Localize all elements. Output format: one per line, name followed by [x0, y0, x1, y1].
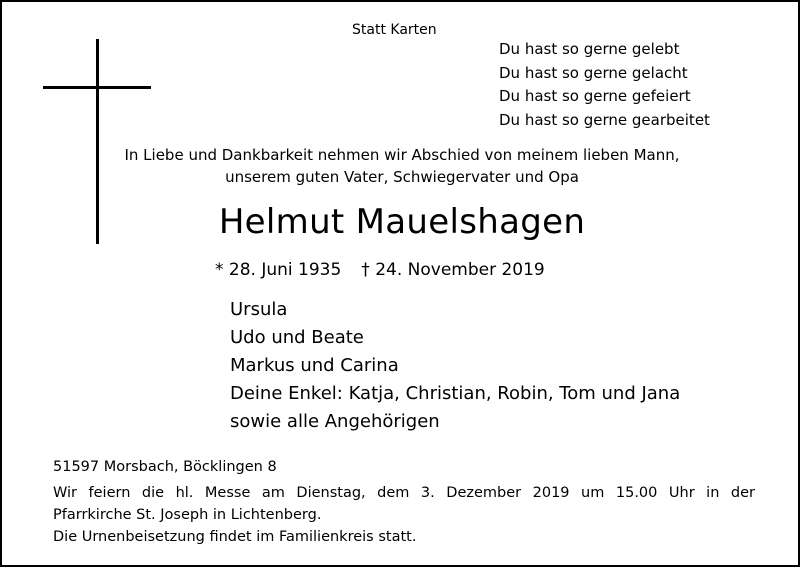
- poem-line: Du hast so gerne gearbeitet: [499, 110, 710, 129]
- mourner-entry: Markus und Carina: [230, 355, 399, 376]
- mass-announcement: [53, 482, 755, 548]
- poem-line: Du hast so gerne gelacht: [499, 63, 688, 82]
- intro-line: unserem guten Vater, Schwiegervater und Opa: [225, 168, 579, 186]
- poem-verse: [499, 38, 710, 132]
- farewell-intro: [2, 144, 800, 188]
- mourner-entry: sowie alle Angehörigen: [230, 411, 440, 432]
- mourners-list: [230, 296, 680, 436]
- deceased-name: Helmut Mauelshagen: [218, 202, 586, 242]
- mourner-entry: Ursula: [230, 299, 288, 320]
- death-date: † 24. November 2019: [361, 260, 545, 280]
- mourner-entry: Udo und Beate: [230, 327, 364, 348]
- birth-date: * 28. Juni 1935: [215, 260, 342, 280]
- intro-line: In Liebe und Dankbarkeit nehmen wir Abschied von meinem lieben Mann,: [124, 146, 680, 164]
- family-address: 51597 Morsbach, Böcklingen 8: [53, 459, 277, 475]
- mass-line: Pfarrkirche St. Joseph in Lichtenberg.: [53, 507, 322, 523]
- cross-symbol-horizontal: [43, 86, 151, 89]
- poem-line: Du hast so gerne gelebt: [499, 40, 680, 58]
- burial-note: Die Urnenbeisetzung findet im Familienkreis statt.: [53, 529, 417, 545]
- life-dates: [215, 260, 545, 280]
- statt-karten-label: Statt Karten: [352, 22, 437, 38]
- mass-line: Wir feiern die hl. Messe am Dienstag, dem 3. Dezember 2019 um 15.00 Uhr in der: [53, 485, 755, 501]
- poem-line: Du hast so gerne gefeiert: [499, 87, 691, 105]
- mourner-entry: Deine Enkel: Katja, Christian, Robin, Tom und Jana: [230, 383, 681, 404]
